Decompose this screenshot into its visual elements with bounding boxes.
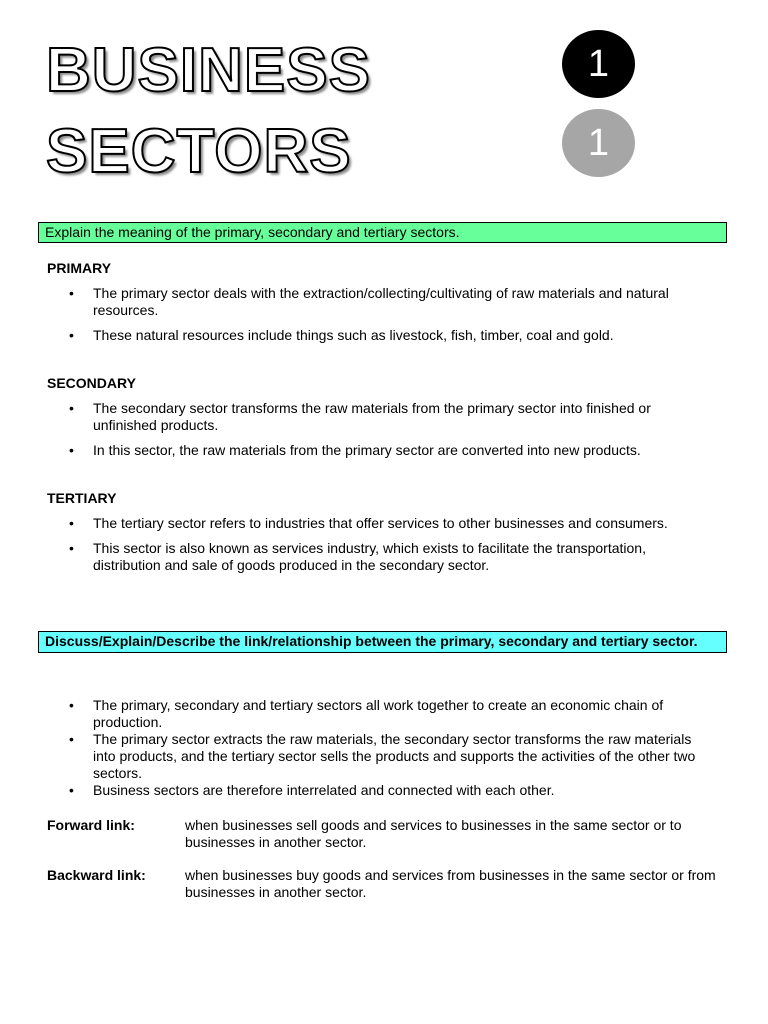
number-badge-grey: 1 (562, 109, 635, 177)
heading-tertiary: TERTIARY (47, 490, 117, 506)
page-title-line-1: BUSINESS (46, 36, 371, 105)
question-box-link: Discuss/Explain/Describe the link/relationship between the primary, secondary and tertiary sector. (38, 631, 727, 653)
primary-bullet-list (47, 285, 717, 344)
list-item: • The secondary sector transforms the raw materials from the primary sector into finished or unfinished products. (47, 400, 717, 434)
number-badge-black: 1 (562, 30, 635, 98)
forward-link-definition (47, 817, 727, 851)
tertiary-bullet-list (47, 515, 717, 574)
backward-link-term: Backward link: (47, 867, 146, 883)
heading-secondary: SECONDARY (47, 375, 136, 391)
list-item: • The tertiary sector refers to industries that offer services to other businesses and consumers. (47, 515, 717, 532)
list-item: • In this sector, the raw materials from the primary sector are converted into new products. (47, 442, 717, 459)
heading-primary: PRIMARY (47, 260, 112, 276)
secondary-bullet-list (47, 400, 717, 459)
list-item: • Business sectors are therefore interrelated and connected with each other. (47, 782, 717, 799)
forward-link-term: Forward link: (47, 817, 135, 833)
list-item: • The primary sector deals with the extraction/collecting/cultivating of raw materials and natural resources. (47, 285, 717, 319)
backward-link-text: when businesses buy goods and services from businesses in the same sector or from businesses in another sector. (185, 867, 716, 900)
page-title-line-2: SECTORS (46, 117, 352, 186)
list-item: • These natural resources include things such as livestock, fish, timber, coal and gold. (47, 327, 717, 344)
list-item: • This sector is also known as services industry, which exists to facilitate the transportation, distribution and sale of goods produced in the secondary sector. (47, 540, 717, 574)
link-bullet-list (47, 697, 717, 799)
list-item: • The primary sector extracts the raw materials, the secondary sector transforms the raw materials into products, and the tertiary sector sells the products and supports the activities of the other two sectors. (47, 731, 717, 782)
forward-link-text: when businesses sell goods and services to businesses in the same sector or to businesses in another sector. (185, 817, 682, 850)
list-item: • The primary, secondary and tertiary sectors all work together to create an economic chain of production. (47, 697, 717, 731)
question-box-meaning: Explain the meaning of the primary, secondary and tertiary sectors. (38, 222, 727, 243)
backward-link-definition (47, 867, 727, 901)
